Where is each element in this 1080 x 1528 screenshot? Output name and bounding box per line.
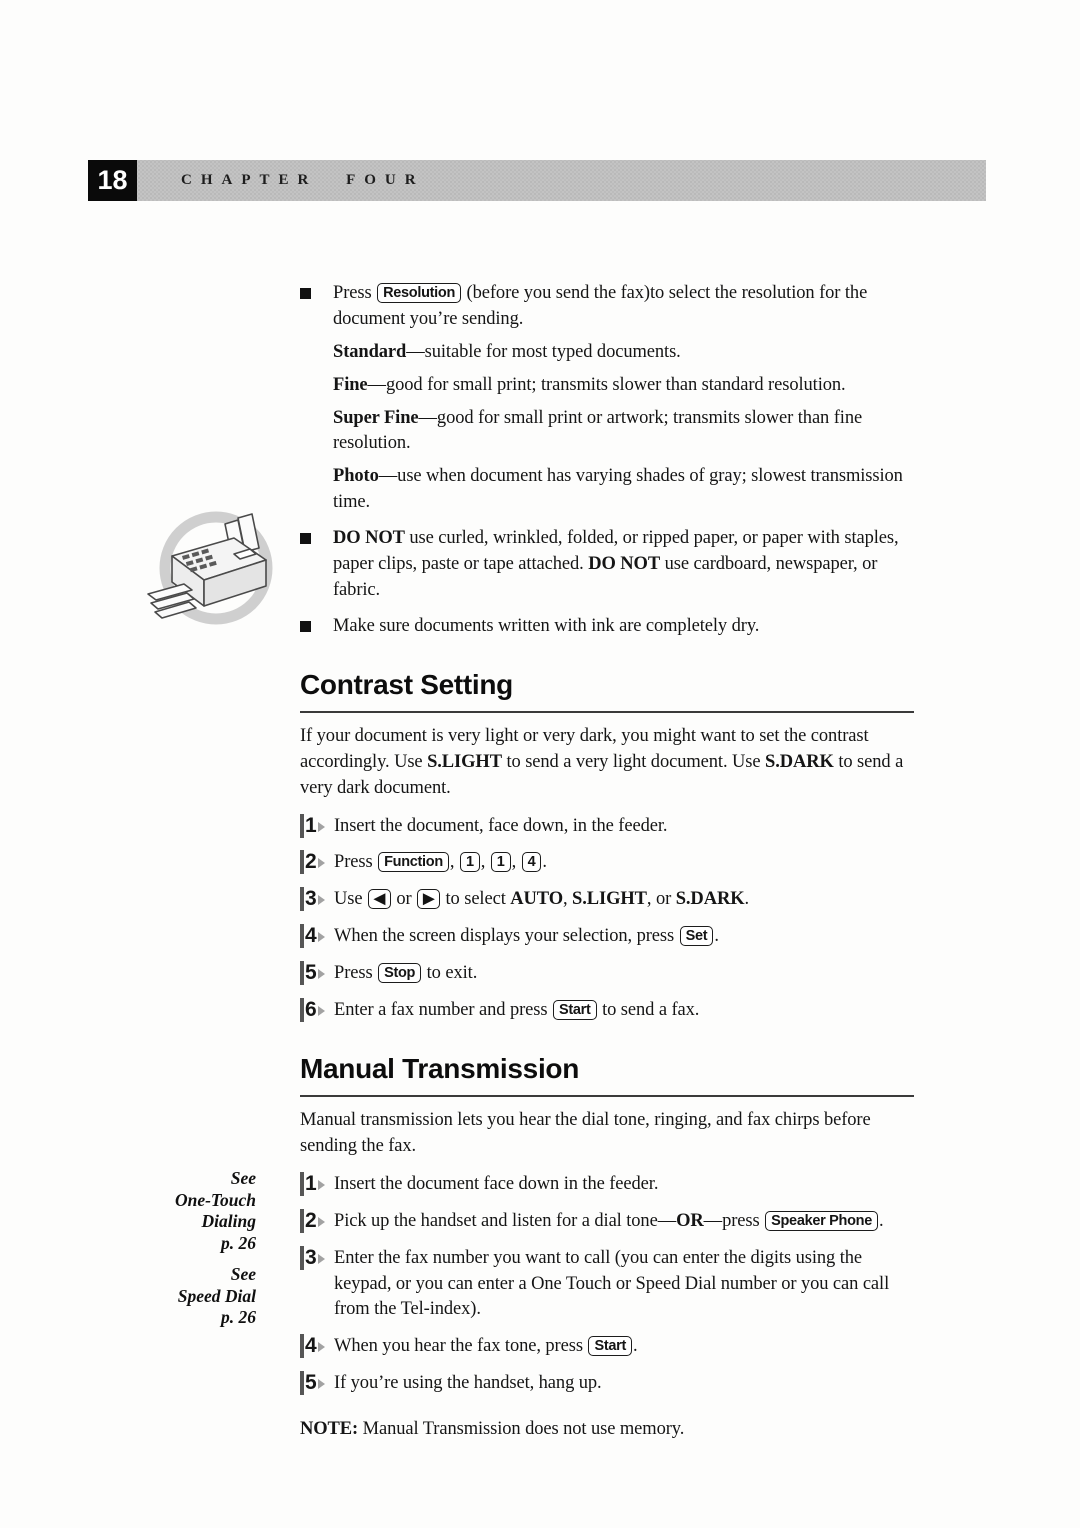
step-number: 5 bbox=[300, 961, 334, 987]
step-text: Enter a fax number and press Start to send a fax. bbox=[334, 1000, 700, 1020]
bullet-resolution bbox=[300, 281, 914, 333]
margin-note-line: p. 26 bbox=[221, 1232, 256, 1253]
step-arrow-icon bbox=[318, 1254, 325, 1264]
margin-note-line: See bbox=[230, 1264, 256, 1284]
step-arrow-icon bbox=[318, 969, 325, 979]
page-number: 18 bbox=[88, 160, 137, 201]
step-number: 5 bbox=[300, 1371, 334, 1397]
margin-note-line: Speed Dial bbox=[177, 1285, 256, 1306]
step-arrow-icon bbox=[318, 895, 325, 905]
margin-note-line: See bbox=[230, 1168, 256, 1188]
bullet-ink-dry bbox=[300, 614, 914, 640]
bullet-square-icon bbox=[300, 288, 311, 299]
resolution-option-photo: Photo—use when document has varying shades of gray; slowest transmission time. bbox=[333, 466, 903, 513]
page-header bbox=[88, 160, 986, 201]
step-arrow-icon bbox=[318, 1342, 325, 1352]
fax-machine-illustration bbox=[138, 498, 288, 638]
resolution-option-fine: Fine—good for small print; transmits slower than standard resolution. bbox=[333, 374, 846, 395]
resolution-options bbox=[333, 340, 914, 516]
step bbox=[300, 814, 914, 840]
left-arrow-key: ◀ bbox=[368, 889, 391, 909]
step-number: 1 bbox=[300, 1172, 334, 1198]
step-text: When the screen displays your selection, press Set . bbox=[334, 926, 719, 947]
step bbox=[300, 1246, 914, 1324]
note bbox=[300, 1417, 914, 1443]
resolution-option-super-fine: Super Fine—good for small print or artwork; transmits slower than fine resolution. bbox=[333, 407, 863, 454]
section-intro: If your document is very light or very dark, you might want to set the contrast accordingly. Use S.LIGHT to send a very light document. Use S.DARK to send a very dark document. bbox=[300, 725, 904, 798]
step bbox=[300, 850, 914, 876]
bullet-square-icon bbox=[300, 533, 311, 544]
step bbox=[300, 1334, 914, 1360]
bullet-text: DO NOT use curled, wrinkled, folded, or ripped paper, or paper with staples, paper clips, paste or tape attached. DO NOT use cardboard, newspaper, or fabric. bbox=[333, 528, 899, 600]
section-intro: Manual transmission lets you hear the dial tone, ringing, and fax chirps before sending the fax. bbox=[300, 1110, 871, 1156]
step-text: Press Stop to exit. bbox=[334, 963, 478, 984]
step-number: 1 bbox=[300, 814, 334, 840]
step-arrow-icon bbox=[318, 858, 325, 868]
step-text: Use ◀ or ▶ to select AUTO, S.LIGHT, or S.DARK. bbox=[334, 889, 750, 910]
section-contrast-setting bbox=[300, 665, 914, 1024]
step-arrow-icon bbox=[318, 1379, 325, 1389]
step-arrow-icon bbox=[318, 822, 325, 832]
keycap-speaker-phone: Speaker Phone bbox=[765, 1211, 878, 1231]
margin-note-speed-dial bbox=[76, 1264, 256, 1329]
right-arrow-key: ▶ bbox=[417, 889, 440, 909]
step-number: 4 bbox=[300, 924, 334, 950]
step-text: When you hear the fax tone, press Start . bbox=[334, 1336, 638, 1357]
step-text: Pick up the handset and listen for a dial tone—OR—press Speaker Phone . bbox=[334, 1210, 884, 1231]
keycap-start: Start bbox=[553, 1000, 597, 1020]
step bbox=[300, 961, 914, 987]
chapter-title: CHAPTER FOUR bbox=[181, 172, 425, 188]
step-arrow-icon bbox=[318, 1217, 325, 1227]
keycap-4: 4 bbox=[522, 852, 542, 872]
step-text: Insert the document face down in the feeder. bbox=[334, 1173, 659, 1194]
section-title: Manual Transmission bbox=[300, 1049, 914, 1097]
step-number: 2 bbox=[300, 850, 334, 876]
step bbox=[300, 1371, 914, 1397]
margin-notes bbox=[76, 1168, 256, 1339]
bullet-square-icon bbox=[300, 621, 311, 632]
step bbox=[300, 1172, 914, 1198]
step-text: Enter the fax number you want to call (you can enter the digits using the keypad, or you can enter a One Touch or Speed Dial number or you can call from the Tel-index). bbox=[334, 1247, 890, 1320]
step-number: 6 bbox=[300, 998, 334, 1024]
note-text: Manual Transmission does not use memory. bbox=[358, 1419, 685, 1440]
bullet-text: Make sure documents written with ink are completely dry. bbox=[333, 615, 760, 636]
step bbox=[300, 998, 914, 1024]
step-number: 4 bbox=[300, 1334, 334, 1360]
keycap-1: 1 bbox=[460, 852, 480, 872]
step-text: Insert the document, face down, in the feeder. bbox=[334, 815, 668, 836]
step bbox=[300, 1209, 914, 1235]
step-number: 2 bbox=[300, 1209, 334, 1235]
step bbox=[300, 924, 914, 950]
margin-note-line: Dialing bbox=[201, 1211, 256, 1231]
chapter-bar bbox=[137, 160, 986, 201]
step-arrow-icon bbox=[318, 1006, 325, 1016]
step bbox=[300, 887, 914, 913]
bullet-text: Press Resolution (before you send the fax)to select the resolution for the document you’re sending. bbox=[333, 283, 868, 329]
step-arrow-icon bbox=[318, 932, 325, 942]
resolution-option-standard: Standard—suitable for most typed documents. bbox=[333, 341, 681, 362]
step-text: If you’re using the handset, hang up. bbox=[334, 1373, 602, 1394]
section-title: Contrast Setting bbox=[300, 665, 914, 713]
step-number: 3 bbox=[300, 1246, 334, 1324]
section-manual-transmission bbox=[300, 1049, 914, 1443]
margin-note-one-touch bbox=[76, 1168, 256, 1254]
note-label: NOTE: bbox=[300, 1419, 359, 1440]
main-content bbox=[300, 281, 914, 1461]
keycap-resolution: Resolution bbox=[377, 283, 461, 303]
keycap-stop: Stop bbox=[378, 963, 421, 983]
keycap-set: Set bbox=[680, 926, 714, 946]
bullet-do-not bbox=[300, 526, 914, 604]
step-arrow-icon bbox=[318, 1180, 325, 1190]
keycap-start: Start bbox=[588, 1336, 632, 1356]
margin-note-line: p. 26 bbox=[221, 1307, 256, 1327]
step-number: 3 bbox=[300, 887, 334, 913]
step-text: Press Function , 1 , 1 , 4 . bbox=[334, 852, 547, 873]
keycap-function: Function bbox=[378, 852, 449, 872]
keycap-1: 1 bbox=[491, 852, 511, 872]
margin-note-line: One-Touch bbox=[174, 1189, 256, 1210]
